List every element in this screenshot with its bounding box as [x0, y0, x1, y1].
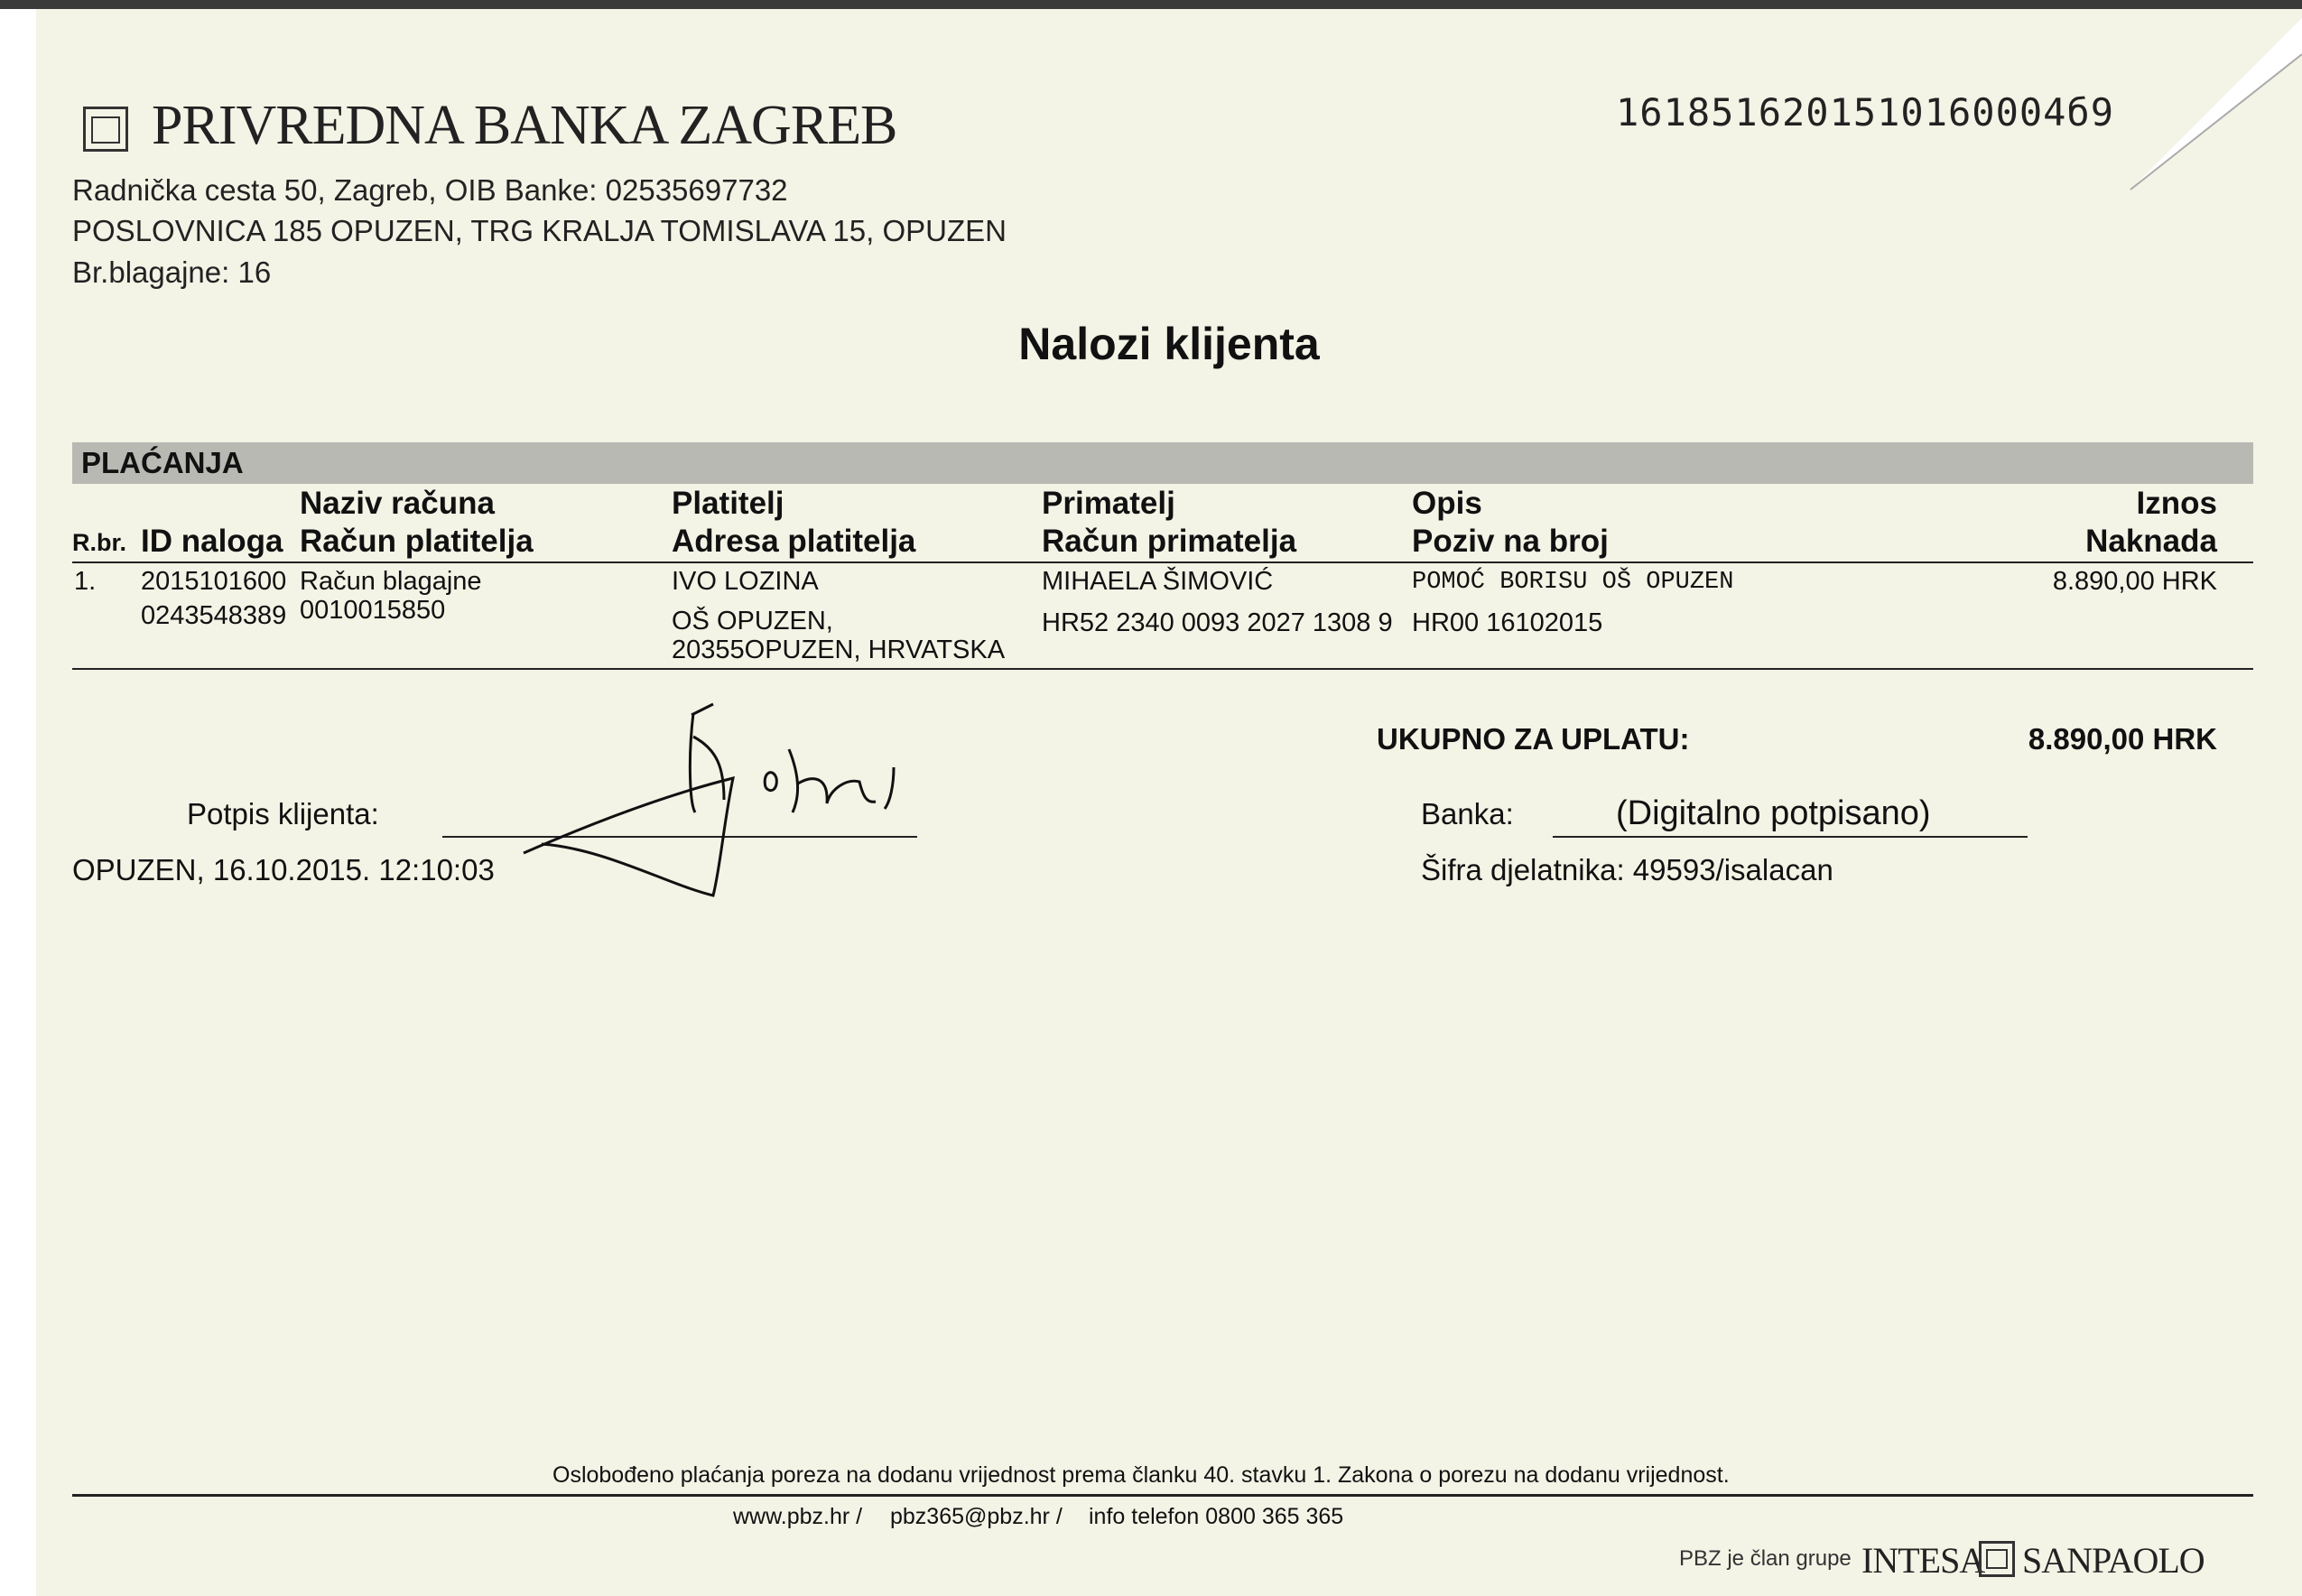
footer-web: www.pbz.hr / — [733, 1504, 863, 1529]
client-place-date: OPUZEN, 16.10.2015. 12:10:03 — [72, 853, 495, 886]
group-member-note: PBZ je član grupe — [1679, 1546, 1852, 1571]
total-amount: 8.890,00 HRK — [2028, 722, 2217, 756]
col-fee: Naknada — [2085, 524, 2217, 559]
footer-phone: info telefon 0800 365 365 — [1089, 1504, 1344, 1529]
row-amount: 8.890,00 HRK — [2052, 567, 2217, 596]
document-page — [36, 9, 2302, 1596]
col-payee-account: Račun primatelja — [1042, 524, 1297, 559]
row-payer-address-1: OŠ OPUZEN, — [672, 607, 833, 636]
page-title: Nalozi klijenta — [1018, 319, 1320, 369]
section-band — [72, 442, 2253, 484]
row-payee-account: HR52 2340 0093 2027 1308 9 — [1042, 608, 1393, 637]
bank-logo-icon — [83, 107, 128, 152]
col-payee: Primatelj — [1042, 486, 1175, 521]
footer-rule — [72, 1494, 2253, 1497]
group-name-left: INTESA — [1861, 1540, 1985, 1581]
col-description: Opis — [1412, 486, 1482, 521]
col-payer-account: Račun platitelja — [300, 524, 534, 559]
bank-address: Radnička cesta 50, Zagreb, OIB Banke: 02535697732 — [72, 173, 788, 207]
row-payer-account: 0010015850 — [300, 596, 446, 625]
section-title: PLAĆANJA — [81, 446, 244, 479]
bank-signature-value: (Digitalno potpisano) — [1616, 794, 1931, 832]
row-payee: MIHAELA ŠIMOVIĆ — [1042, 567, 1274, 596]
col-id: ID naloga — [141, 524, 283, 559]
document-code: 1618516201510160004б9 — [1616, 90, 2115, 135]
bank-name: PRIVREDNA BANKA ZAGREB — [152, 95, 897, 156]
footer-email: pbz365@pbz.hr / — [890, 1504, 1063, 1529]
bank-signature-line — [1553, 836, 2028, 838]
branch-address: POSLOVNICA 185 OPUZEN, TRG KRALJA TOMISLAVA 15, OPUZEN — [72, 214, 1007, 247]
row-rbr: 1. — [74, 567, 97, 596]
col-payer: Platitelj — [672, 486, 784, 521]
group-name-right: SANPAOLO — [2022, 1540, 2205, 1581]
col-account-name: Naziv računa — [300, 486, 495, 521]
employee-code: Šifra djelatnika: 49593/isalacan — [1421, 853, 1833, 886]
row-payer: IVO LOZINA — [672, 567, 819, 596]
client-signature-icon — [487, 677, 921, 912]
header-rule — [72, 561, 2253, 563]
table-bottom-rule — [72, 668, 2253, 670]
col-payer-address: Adresa platitelja — [672, 524, 916, 559]
bank-signature-label: Banka: — [1421, 797, 1514, 830]
row-id-line2: 0243548389 — [141, 601, 287, 630]
row-payer-address-2: 20355OPUZEN, HRVATSKA — [672, 636, 1006, 664]
folded-corner-icon — [2103, 18, 2302, 199]
row-description: POMOĆ BORISU OŠ OPUZEN — [1412, 569, 1734, 596]
tax-note: Oslobođeno plaćanja poreza na dodanu vrijednost prema članku 40. stavku 1. Zakona o porezu na dodanu vrijednost. — [552, 1462, 1730, 1488]
col-reference: Poziv na broj — [1412, 524, 1609, 559]
scan-edge — [0, 0, 2302, 9]
col-amount: Iznos — [2136, 486, 2217, 521]
row-account-name: Račun blagajne — [300, 567, 482, 596]
row-reference: HR00 16102015 — [1412, 608, 1603, 637]
register-number: Br.blagajne: 16 — [72, 255, 272, 289]
row-id-line1: 2015101600 — [141, 567, 287, 596]
group-logo-icon — [1979, 1541, 2015, 1577]
total-label: UKUPNO ZA UPLATU: — [1377, 722, 1690, 756]
col-rbr: R.br. — [72, 529, 127, 556]
client-signature-label: Potpis klijenta: — [187, 797, 379, 830]
